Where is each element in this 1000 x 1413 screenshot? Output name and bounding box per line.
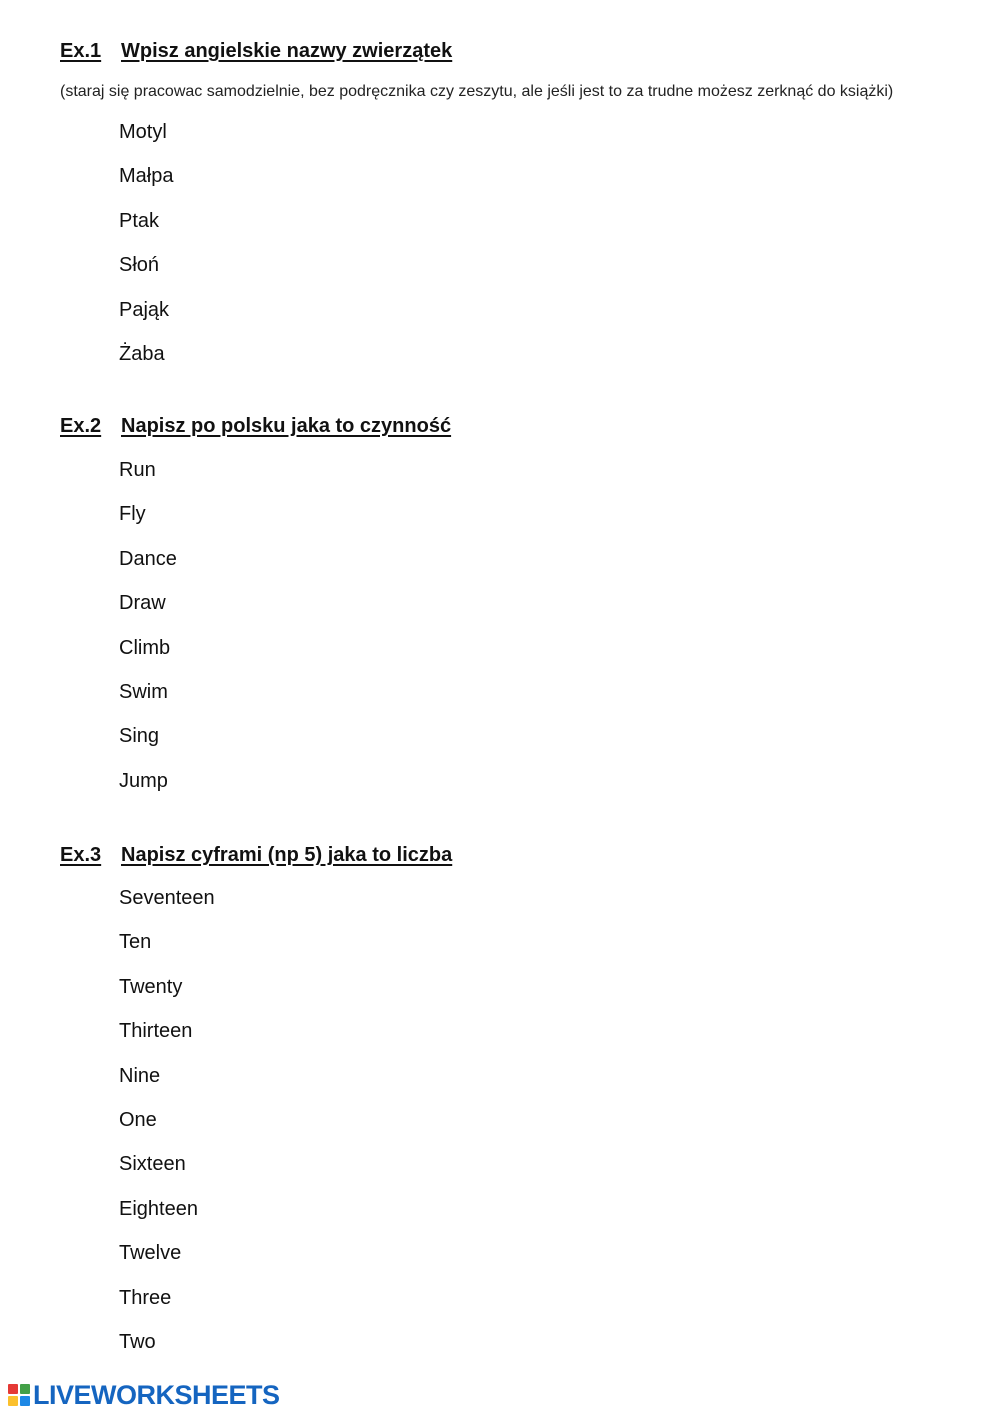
- ex2-number: Ex.2: [60, 415, 102, 437]
- liveworksheets-logo: [8, 1381, 280, 1409]
- logo-block-3: [8, 1396, 18, 1406]
- logo-blocks-icon: [8, 1384, 30, 1406]
- word-item: Sing: [119, 725, 160, 748]
- word-item: Thirteen: [119, 1020, 193, 1043]
- word-item: Eighteen: [119, 1197, 198, 1220]
- word-item: Swim: [119, 680, 168, 703]
- word-item: Climb: [119, 636, 171, 659]
- ex1-title: Wpisz angielskie nazwy zwierzątek: [121, 40, 453, 62]
- word-item: Two: [119, 1330, 156, 1353]
- ex2-title: Napisz po polsku jaka to czynność: [121, 415, 452, 437]
- word-item: Run: [119, 459, 156, 481]
- word-item: Seventeen: [119, 887, 215, 909]
- word-item: Draw: [119, 592, 166, 615]
- logo-block-1: [8, 1384, 18, 1394]
- word-item: Three: [119, 1286, 172, 1309]
- word-item: Żaba: [119, 342, 165, 365]
- ex2-heading: [60, 414, 451, 438]
- logo-block-4: [20, 1396, 30, 1406]
- ex1-number: Ex.1: [60, 40, 102, 62]
- ex1-note: (staraj się pracowac samodzielnie, bez podręcznika czy zeszytu, ale jeśli jest to za trudne możesz zerknąć do książki): [60, 83, 894, 100]
- word-item: Słoń: [119, 254, 160, 277]
- word-item: Sixteen: [119, 1153, 186, 1176]
- logo-text: LIVEWORKSHEETS: [33, 1380, 280, 1410]
- word-item: Fly: [119, 503, 146, 526]
- word-item: Twelve: [119, 1242, 182, 1265]
- ex1-word-list: [119, 120, 173, 386]
- logo-block-2: [20, 1384, 30, 1394]
- ex3-word-list: [119, 886, 215, 1374]
- ex3-title: Napisz cyframi (np 5) jaka to liczba: [121, 844, 453, 866]
- word-item: Motyl: [119, 121, 167, 143]
- ex3-number: Ex.3: [60, 844, 102, 866]
- word-item: One: [119, 1108, 157, 1131]
- word-item: Ptak: [119, 209, 160, 232]
- ex3-heading: [60, 843, 452, 867]
- ex1-heading: [60, 39, 452, 63]
- word-item: Jump: [119, 769, 168, 792]
- ex2-word-list: [119, 458, 177, 813]
- word-item: Twenty: [119, 975, 183, 998]
- word-item: Małpa: [119, 165, 174, 188]
- word-item: Pająk: [119, 298, 170, 321]
- word-item: Ten: [119, 931, 152, 954]
- word-item: Nine: [119, 1064, 161, 1087]
- word-item: Dance: [119, 547, 177, 570]
